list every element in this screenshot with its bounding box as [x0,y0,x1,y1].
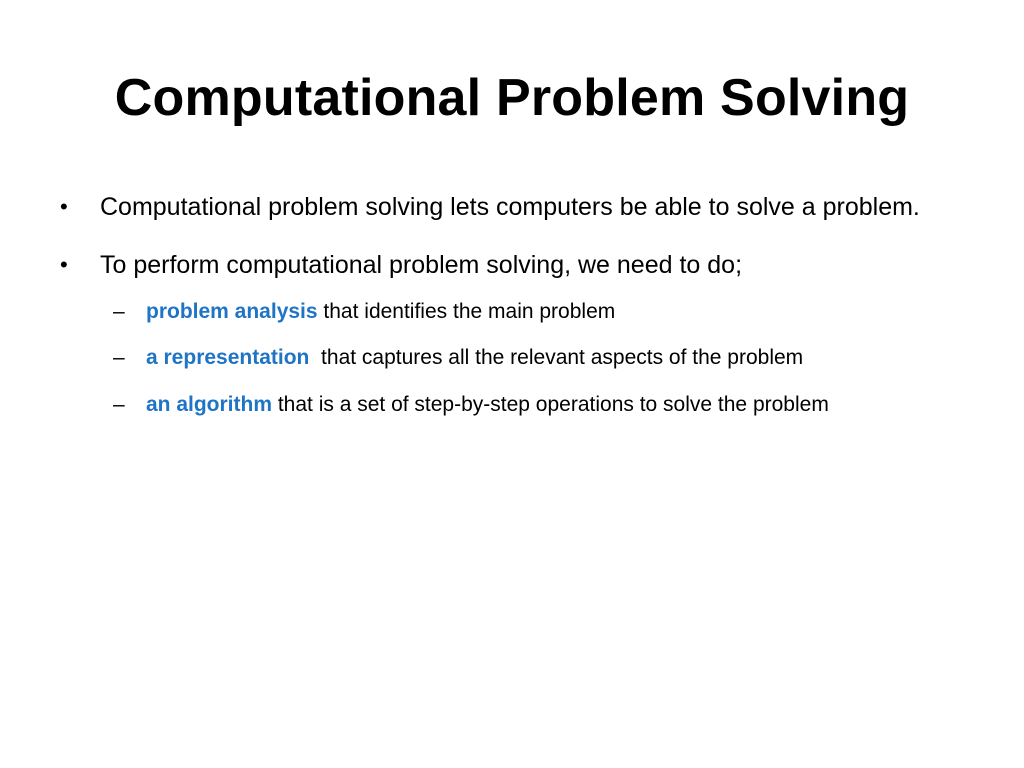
bullet-text: Computational problem solving lets computers be able to solve a problem. [100,193,920,221]
sub-bullet-term: problem analysis [146,300,318,323]
sub-bullet-marker: – [113,393,125,416]
sub-bullet-text [146,343,803,373]
sub-bullet-marker: – [113,300,125,323]
bullet-item [0,189,1024,225]
sub-bullet-item [0,343,1024,373]
sub-bullet-marker: – [113,346,125,369]
sub-bullet-rest: that is a set of step-by-step operations to solve the problem [272,393,829,416]
sub-bullet-item [0,297,1024,327]
sub-bullet-rest: that identifies the main problem [317,300,616,323]
sub-bullet-item [0,390,1024,420]
sub-bullet-rest: that captures all the relevant aspects of the problem [309,346,804,369]
sub-bullet-text [146,297,615,327]
bullet-marker: • [60,252,68,277]
bullet-marker: • [60,194,68,219]
bullet-item [0,247,1024,283]
sub-bullet-text [146,390,829,420]
slide-title: Computational Problem Solving [114,69,910,127]
sub-bullet-term: a representation [146,346,310,369]
sub-bullet-term: an algorithm [146,393,273,416]
bullet-text: To perform computational problem solving, we need to do; [100,251,743,279]
